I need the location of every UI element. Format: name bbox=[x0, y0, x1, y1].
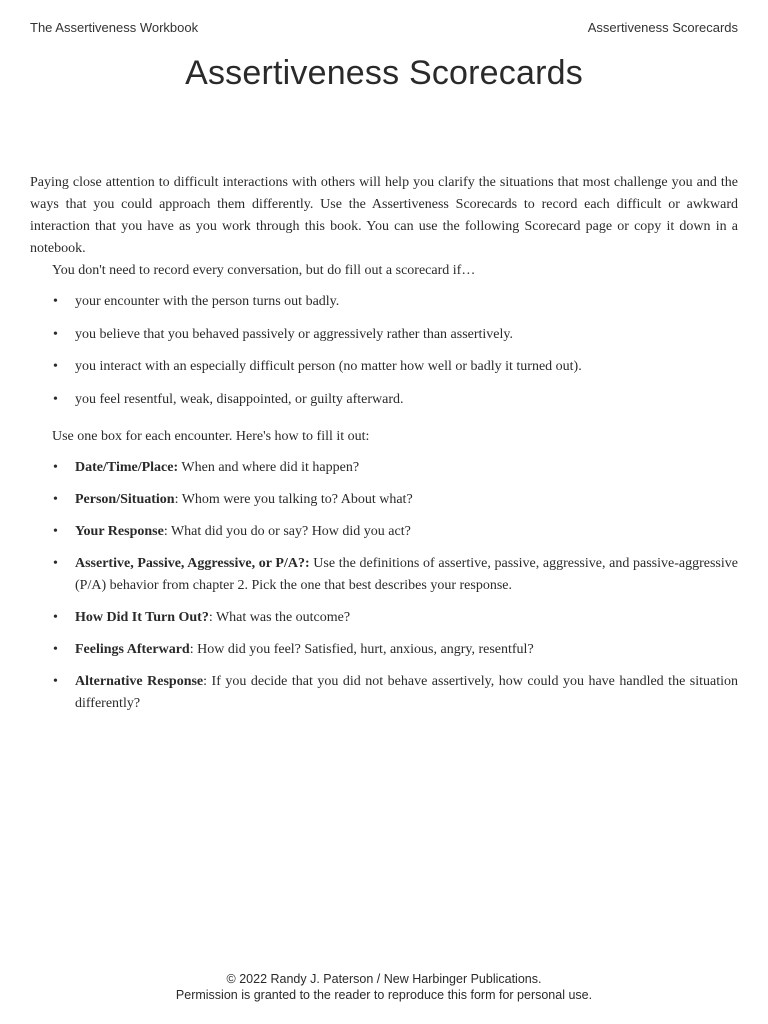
bullet-icon: • bbox=[53, 294, 58, 309]
bullet-icon: • bbox=[53, 673, 58, 689]
term-description: When and where did it happen? bbox=[178, 459, 360, 475]
bullet-icon: • bbox=[53, 391, 58, 407]
list-item bbox=[30, 356, 738, 378]
list-item bbox=[30, 553, 738, 597]
term-label: Person/Situation bbox=[75, 491, 175, 507]
bullet-icon: • bbox=[53, 523, 58, 539]
term-description: : Whom were you talking to? About what? bbox=[174, 491, 413, 507]
main-content bbox=[30, 172, 738, 725]
bullet-icon: • bbox=[53, 326, 58, 342]
list-item-text: you feel resentful, weak, disappointed, or guilty afterward. bbox=[75, 391, 404, 407]
list-item bbox=[30, 291, 738, 313]
permission-line: Permission is granted to the reader to reproduce this form for personal use. bbox=[175, 988, 593, 1002]
term-label: Alternative Response bbox=[75, 673, 204, 689]
term-description: : If you decide that you did not behave assertively, how could you have handled the situation differently? bbox=[75, 673, 738, 711]
list-item bbox=[30, 521, 738, 543]
howto-intro-paragraph: Use one box for each encounter. Here's how to fill it out: bbox=[52, 428, 370, 444]
bullet-icon: • bbox=[53, 359, 58, 374]
list-item bbox=[30, 457, 738, 479]
term-label: Assertive, Passive, Aggressive, or P/A?: bbox=[75, 555, 310, 571]
term-description: : How did you feel? Satisfied, hurt, anxious, angry, resentful? bbox=[189, 641, 534, 657]
list-item-text: your encounter with the person turns out badly. bbox=[75, 294, 340, 309]
bullet-icon: • bbox=[53, 491, 58, 507]
running-head-section-title: Assertiveness Scorecards bbox=[587, 20, 738, 35]
copyright-footer bbox=[0, 971, 768, 1003]
bullet-icon: • bbox=[53, 641, 58, 657]
bullet-icon: • bbox=[53, 459, 58, 475]
bullet-icon: • bbox=[53, 555, 58, 571]
term-label: Date/Time/Place: bbox=[75, 459, 179, 475]
list-item-text: you interact with an especially difficult person (no matter how well or badly it turned out). bbox=[75, 359, 582, 374]
list-item bbox=[30, 324, 738, 346]
copyright-line: © 2022 Randy J. Paterson / New Harbinger Publications. bbox=[226, 972, 542, 986]
list-item bbox=[30, 607, 738, 629]
bullet-icon: • bbox=[53, 609, 58, 625]
list-item bbox=[30, 389, 738, 411]
term-label: How Did It Turn Out? bbox=[75, 609, 209, 625]
page-title: Assertiveness Scorecards bbox=[185, 54, 583, 92]
term-label: Your Response bbox=[75, 523, 164, 539]
term-description: : What was the outcome? bbox=[208, 609, 351, 625]
term-description: Use the definitions of assertive, passive, aggressive, and passive-aggressive (P/A) behavior from chapter 2. Pick the one that best describes your response. bbox=[75, 555, 738, 593]
when-intro-paragraph: You don't need to record every conversation, but do fill out a scorecard if… bbox=[52, 263, 476, 278]
list-item bbox=[30, 671, 738, 715]
term-label: Feelings Afterward bbox=[75, 641, 190, 657]
intro-paragraph: Paying close attention to difficult interactions with others will help you clarify the situations that most challenge you and the ways that you could approach them differently. Use the Assertiveness Scorecards to record each difficult or awkward interaction that you have as you work through this book. You can use the following Scorecard page or copy it down in a notebook. bbox=[30, 175, 738, 256]
list-item bbox=[30, 639, 738, 661]
when-list bbox=[30, 291, 738, 411]
howto-list bbox=[30, 457, 738, 715]
term-description: : What did you do or say? How did you act? bbox=[163, 523, 411, 539]
running-head-book-title: The Assertiveness Workbook bbox=[30, 20, 199, 35]
list-item-text: you believe that you behaved passively or aggressively rather than assertively. bbox=[75, 326, 514, 342]
list-item bbox=[30, 489, 738, 511]
